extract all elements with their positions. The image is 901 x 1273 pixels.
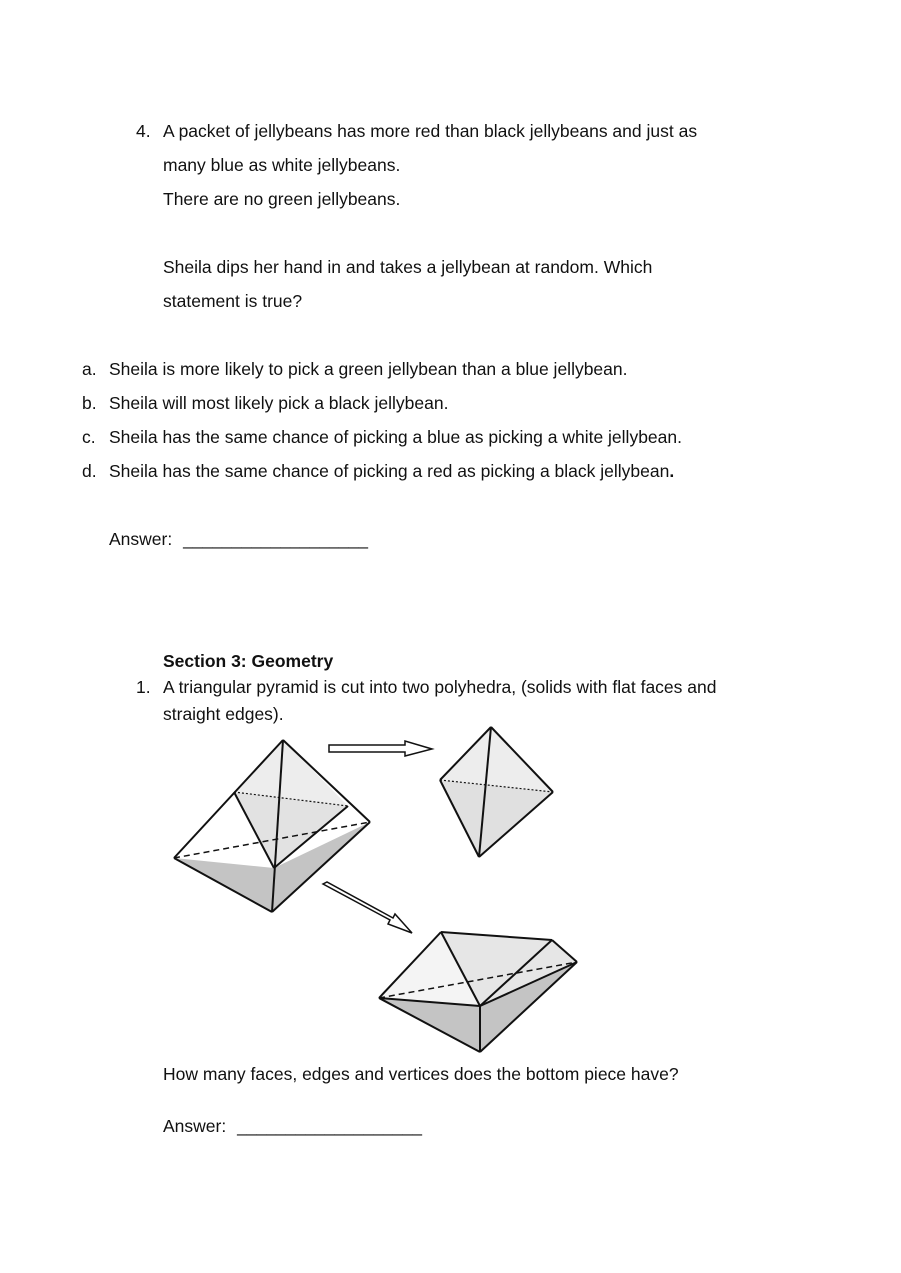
question-4-number: 4. <box>136 121 151 141</box>
option-d-body: Sheila has the same chance of picking a red as picking a black jellybean <box>109 461 670 481</box>
option-d-period: . <box>669 461 675 481</box>
arrow-right-icon <box>329 741 432 756</box>
option-a-letter: a. <box>82 359 97 379</box>
section-heading: Section 3: Geometry <box>163 651 334 671</box>
question-4-line-5: statement is true? <box>163 291 303 311</box>
question-4-line-2: many blue as white jellybeans. <box>163 155 401 175</box>
geometry-question-1-line-1: A triangular pyramid is cut into two polyhedra, (solids with flat faces and <box>163 677 717 697</box>
answer-blank[interactable]: ___________________ <box>183 529 369 549</box>
bottom-piece <box>379 932 577 1052</box>
geometry-question-1-answer <box>163 1115 422 1137</box>
option-d-letter: d. <box>82 461 97 481</box>
answer-blank[interactable]: ___________________ <box>237 1116 423 1136</box>
question-4-line-1: A packet of jellybeans has more red than black jellybeans and just as <box>163 121 698 141</box>
arrow-down-right-icon <box>323 882 412 933</box>
question-4-line-3: There are no green jellybeans. <box>163 189 401 209</box>
option-a-text: Sheila is more likely to pick a green jellybean than a blue jellybean. <box>109 359 628 379</box>
question-4-line-4: Sheila dips her hand in and takes a jellybean at random. Which <box>163 257 653 277</box>
geometry-question-1-line-2: straight edges). <box>163 704 284 724</box>
geometry-question-1-number: 1. <box>136 677 151 697</box>
answer-label: Answer: <box>109 529 173 549</box>
full-pyramid <box>174 740 370 912</box>
option-b-letter: b. <box>82 393 97 413</box>
option-c-text: Sheila has the same chance of picking a blue as picking a white jellybean. <box>109 427 682 447</box>
answer-label: Answer: <box>163 1116 227 1136</box>
option-c-letter: c. <box>82 427 96 447</box>
option-b-text: Sheila will most likely pick a black jellybean. <box>109 393 449 413</box>
top-piece <box>440 727 553 857</box>
geometry-question-1-prompt: How many faces, edges and vertices does the bottom piece have? <box>163 1064 679 1084</box>
